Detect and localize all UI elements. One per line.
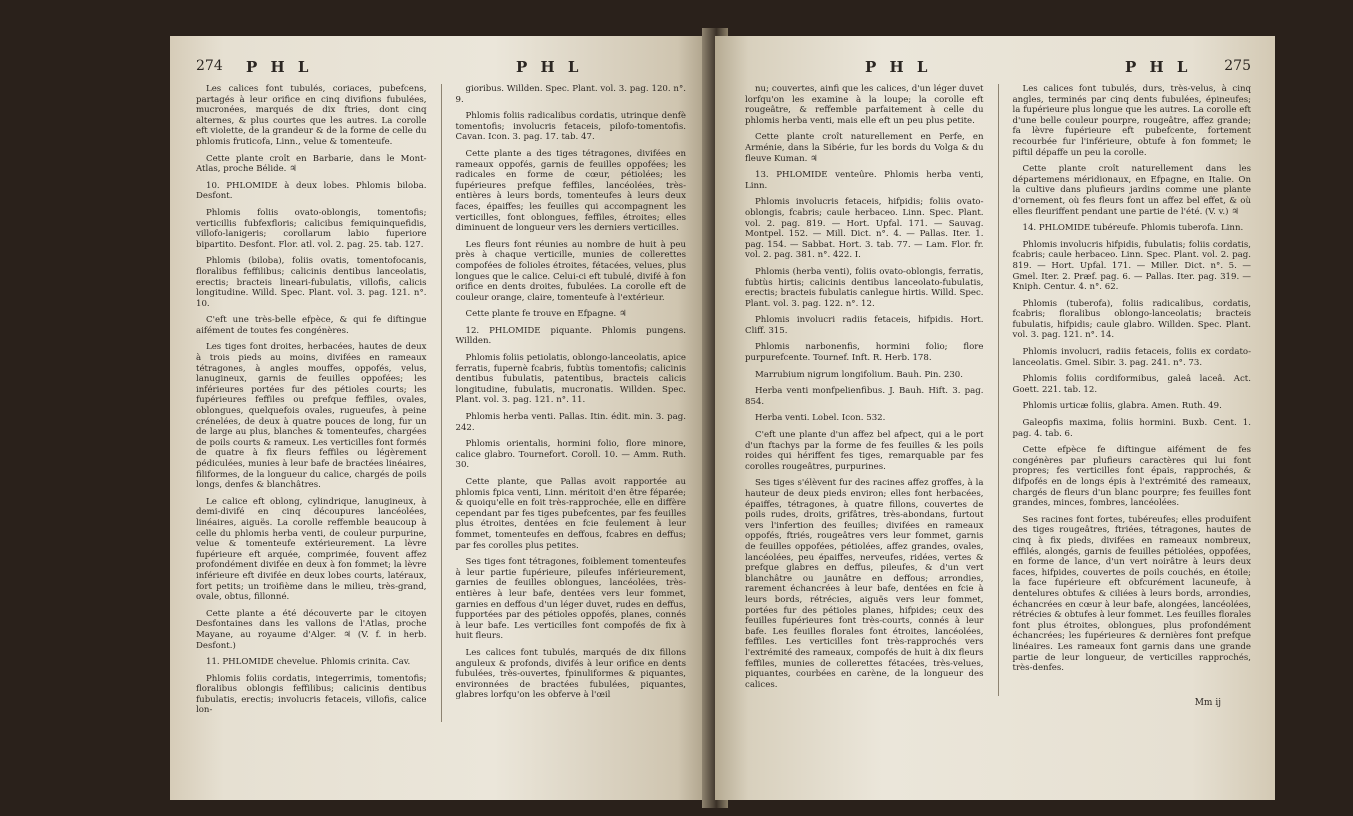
paragraph: Phlomis foliis radicalibus cordatis, utrinque denfè tomentofis; involucris fetaceis, pilofo-tomentofis. Cavan. Icon. 3. pag. 17. tab. 47. — [455, 111, 686, 143]
right-page-header — [745, 58, 1251, 84]
running-head-left-1: P H L — [246, 58, 313, 76]
paragraph: Ses racines font fortes, tubéreufes; elles produifent des tiges rougeâtres, ftriées, tétragones, hautes de cinq à fix pieds, divifées en rameaux nombreux, effilés, alongés, garnis de feuilles pétiolées, oppofées, en forme de lance, d'un vert noirâtre à leurs deux faces, hifpides, couvertes de poils couchés, en étoile; la face fupérieure eft obfcurément lacuneufe, à dentelures obtufes & ciliées à leurs bords, arrondies, échancrées en cœur à leur bafe, alongées, lancéolées, rétrécies & obtufes à leur fommet. Les feuilles florales font plus étroites, oblongues, plus profondément échancrées; les fupérieures & dernières font prefque linéaires. Les rameaux font garnis dans une grande partie de leur longueur, de verticilles rapprochés, très-denfes. — [1012, 514, 1251, 674]
paragraph: Herba venti. Lobel. Icon. 532. — [755, 413, 886, 424]
right-page-columns — [745, 84, 1251, 696]
paragraph: Les calices font tubulés, marqués de dix fillons anguleux & profonds, divifés à leur orifice en dents fubulées, très-ouvertes, fpinuliformes & piquantes, environnées de bractées fubulées, piquantes, glabres lorfqu'on les obferve à l'œil — [455, 647, 686, 701]
page-number-left: 274 — [196, 58, 223, 74]
left-page — [170, 36, 710, 800]
paragraph: C'eft une très-belle efpèce, & qui fe diftingue aifément de toutes fes congénères. — [196, 315, 427, 336]
paragraph: Phlomis (tuberofa), foliis radicalibus, cordatis, fcabris; floralibus oblongo-lanceolatis; bracteis fubulatis, hifpidis; caule glabro. Willden. Spec. Plant. vol. 3. pag. 121. n°. 14. — [1012, 298, 1251, 341]
paragraph: nu; couvertes, ainfi que les calices, d'un léger duvet lorfqu'on les examine à la loupe; la corolle eft rougeâtre, & reffemble parfaitement à celle du phlomis herba venti, mais elle eft un peu plus petite. — [745, 84, 984, 126]
paragraph: Ses tiges s'élèvent fur des racines affez groffes, à la hauteur de deux pieds environ; elles font herbacées, épaiffes, tétragones, à quatre fillons, couvertes de poils rudes, droits, grifâtres, très-abondans, furtout vers l'infertion des feuilles; divifées en rameaux oppofés, ftriés, rougeâtres vers leur fommet, garnis de feuilles oppofées, pétiolées, affez grandes, ovales, lancéolées, peu épaiffes, nerveufes, ridées, vertes & prefque glabres en deffus, pileufes, & d'un vert blanchâtre ou jaunâtre en deffous; arrondies, rarement échancrées à leur bafe, dentées en fcie à leurs bords, rétrécies, aiguës vers leur fommet, portées fur des pétioles planes, hifpides; ceux des feuilles fupérieures font très-courts, connés à leur bafe. Les feuilles florales font étroites, lancéolées, feffiles. Les verticilles font très-rapprochés vers l'extrémité des rameaux, compofés de huit à dix fleurs feffiles, munies de collerettes fétacées, très-velues, piquantes, courbées en carène, de la longueur des calices. — [745, 478, 984, 690]
paragraph: Phlomis (herba venti), foliis ovato-oblongis, ferratis, fubtùs hirtis; calicinis dentibus lanceolato-fubulatis, erectis; bracteis fubulatis canlegue hirtis. Willd. Spec. Plant. vol. 3. pag. 122. n°. 12. — [745, 266, 984, 309]
right-column-2 — [1013, 84, 1252, 696]
paragraph: gioribus. Willden. Spec. Plant. vol. 3. pag. 120. n°. 9. — [455, 84, 686, 105]
paragraph: Phlomis involucri radiis fetaceis, hifpidis. Hort. Cliff. 315. — [745, 315, 984, 336]
paragraph: Les fleurs font réunies au nombre de huit à peu près à chaque verticille, munies de collerettes compofées de folioles étroites, fétacées, velues, plus longues que le calice. Celui-ci eft tubulé, divifé à fon orifice en dents droites, fubulées. La corolle eft de couleur orange, claire, tomenteufe à l'extérieur. — [455, 239, 686, 303]
paragraph: Les calices font tubulés, durs, très-velus, à cinq angles, terminés par cinq dents fubulées, épineufes; la fupérieure plus longue que les autres. La corolle eft d'une belle couleur pourpre, rougeâtre, affez grande; fa lèvre fupérieure eft pubefcente, fortement recourbée fur l'inférieure, obtufe à fon fommet; le piftil dépaffe un peu la corolle. — [1012, 84, 1251, 158]
page-number-right: 275 — [1224, 58, 1251, 74]
paragraph: Cette plante fe trouve en Efpagne. ♃ — [465, 309, 627, 320]
column-rule — [441, 84, 442, 722]
paragraph: 10. PHLOMIDE à deux lobes. Phlomis biloba. Desfont. — [196, 180, 427, 202]
paragraph: Les tiges font droites, herbacées, hautes de deux à trois pieds au moins, divifées en rameaux tétragones, à angles mouffes, oppofés, velus, lanugineux, garnis de feuilles oppofées; les inférieures portées fur des pétioles courts; les fupérieures feffiles ou prefque feffiles, ovales, oblongues, quelquefois ovales, rugueufes, à peine crénelées, de deux à quatre pouces de long, fur un de large au plus, blanches & tomenteufes, chargées de poils courts & rameux. Les verticilles font formés de quatre à fix fleurs feffiles ou légèrement pédiculées, munies à leur bafe de bractées linéaires, filiformes, de la longueur du calice, chargés de poils longs, denfes & blanchâtres. — [196, 342, 427, 491]
paragraph: 12. PHLOMIDE piquante. Phlomis pungens. Willden. — [455, 325, 686, 347]
paragraph: Phlomis involucris fetaceis, hifpidis; foliis ovato-oblongis, fcabris; caule herbaceo. Linn. Spec. Plant. vol. 2. pag. 819. — Hort. Upfal. 171. — Sauvag. Montpel. 152. — Mill. Dict. n°. 4. — Pallas. Iter. 1. pag. 154. — Sabbat. Hort. 3. tab. 77. — Lam. Flor. fr. vol. 2. pag. 381. n°. 422. I. — [745, 197, 984, 261]
paragraph: Cette plante a été découverte par le citoyen Desfontaines dans les vallons de l'Atlas, proche Mayane, au royaume d'Alger. ♃ (V. f. in herb. Desfont.) — [196, 608, 427, 651]
left-page-columns — [196, 84, 686, 722]
paragraph: Les calices font tubulés, coriaces, pubefcens, partagés à leur orifice en cinq divifions fubulées, mucronées, marqués de dix ftries, dont cinq alternes, & plus courtes que les autres. La corolle eft violette, de la grandeur & de la forme de celle du phlomis fruticofa, Linn., velue & tomenteufe. — [196, 84, 427, 147]
column-rule — [998, 84, 999, 696]
paragraph: Phlomis foliis ovato-oblongis, tomentofis; verticillis fubfexfloris; calicibus femiquinquefidis, villofo-lanigeris; corollarum labio fuperiore bipartito. Desfont. Flor. atl. vol. 2. pag. 25. tab. 127. — [196, 207, 427, 250]
left-page-header — [196, 58, 686, 84]
paragraph: Herba venti monfpelienfibus. J. Bauh. Hift. 3. pag. 854. — [745, 386, 984, 407]
page-signature: Mm ij — [1194, 698, 1221, 709]
running-head-right-1: P H L — [865, 58, 932, 76]
paragraph: Phlomis involucri, radiis fetaceis, foliis ex cordato-lanceolatis. Gmel. Sibir. 3. pag. 241. n°. 73. — [1012, 347, 1251, 368]
paragraph: 13. PHLOMIDE venteûre. Phlomis herba venti, Linn. — [745, 170, 984, 191]
paragraph: Cette plante a des tiges tétragones, divifées en rameaux oppofés, garnis de feuilles oppofées; les radicales en forme de cœur, pétiolées; les fupérieures prefque feffiles, lancéolées, très-entières à leurs bords, tomenteufes à leurs deux faces, épaiffes; les feuilles qui accompagnent les verticilles, font oblongues, feffiles, étroites; elles diminuent de longueur vers les derniers verticilles. — [455, 148, 686, 234]
paragraph: Phlomis foliis cordatis, integerrimis, tomentofis; floralibus oblongis feffilibus; calicinis dentibus fubulatis, erectis; involucris fetaceis, villofis, calice lon- — [196, 673, 427, 716]
left-column-1 — [196, 84, 427, 722]
paragraph: Phlomis foliis petiolatis, oblongo-lanceolatis, apice ferratis, fupernè fcabris, fubtùs tomentofis; calicinis dentibus fubulatis, patentibus, bracteis calicis longitudine, fubulatis, mucronatis. Willden. Spec. Plant. vol. 3. pag. 121. n°. 11. — [455, 353, 686, 406]
paragraph: Phlomis foliis cordiformibus, galeâ laceâ. Act. Goett. 221. tab. 12. — [1012, 374, 1251, 395]
running-head-right-2: P H L — [1125, 58, 1192, 76]
paragraph: Cette plante, que Pallas avoit rapportée au phlomis fpica venti, Linn. méritoit d'en être féparée; & quoiqu'elle en foit très-rapprochée, elle en diffère cependant par fes tiges pubefcentes, par fes feuilles plus étroites, dentées en fcie feulement à leur fommet, tomenteufes en deffous, fcabres en deffus; par fes corolles plus petites. — [455, 477, 686, 551]
paragraph: 14. PHLOMIDE tubéreufe. Phlomis tuberofa. Linn. — [1022, 223, 1244, 234]
paragraph: Phlomis (biloba), foliis ovatis, tomentofocanis, floralibus feffilibus; calicinis dentibus lanceolatis, erectis; bracteis lineari-fubulatis, villofis, calicis longitudine. Willd. Spec. Plant. vol. 3. pag. 121. n°. 10. — [196, 256, 427, 309]
paragraph: 11. PHLOMIDE chevelue. Phlomis crinita. Cav. — [206, 657, 411, 668]
paragraph: Phlomis urticæ foliis, glabra. Amen. Ruth. 49. — [1022, 401, 1222, 412]
paragraph: Galeopfis maxima, foliis hormini. Buxb. Cent. 1. pag. 4. tab. 6. — [1012, 418, 1251, 439]
paragraph: Ses tiges font tétragones, foiblement tomenteufes à leur partie fupérieure, pileufes inférieurement, garnies de feuilles oblongues, lancéolées, très-entières à leur bafe, dentées vers leur fommet, garnies en deffous d'un léger duvet, rudes en deffus, fupportées par des pétioles oppofés, planes, connés à leur bafe. Les verticilles font compofés de fix à huit fleurs. — [455, 557, 686, 642]
paragraph: C'eft une plante d'un affez bel afpect, qui a le port d'un ftachys par la forme de fes feuilles & les poils roides qui hériffent fes tiges, remarquable par fes corolles rougeâtres, purpurines. — [745, 430, 984, 472]
paragraph: Cette plante croît en Barbarie, dans le Mont-Atlas, proche Bélide. ♃ — [196, 153, 427, 175]
paragraph: Phlomis involucris hifpidis, fubulatis; foliis cordatis, fcabris; caule herbaceo. Linn. Spec. Plant. vol. 2. pag. 819. — Hort. Upfal. 171. — Miller. Dict. n°. 5. — Gmel. Iter. 2. Præf. pag. 6. — Pallas. Iter. pag. 319. — Kniph. Centur. 4. n°. 62. — [1012, 239, 1251, 293]
running-head-left-2: P H L — [516, 58, 583, 76]
left-column-2 — [456, 84, 687, 722]
paragraph: Cette plante croît naturellement dans les départemens méridionaux, en Efpagne, en Italie. On la cultive dans plufieurs jardins comme une plante d'ornement, où fes fleurs font un affez bel effet, & où elles fleuriffent pendant une partie de l'été. (V. v.) ♃ — [1012, 164, 1251, 217]
open-book — [130, 28, 1310, 808]
paragraph: Le calice eft oblong, cylindrique, lanugineux, à demi-divifé en cinq découpures lancéolées, linéaires, aiguës. La corolle reffemble beaucoup à celle du phlomis herba venti, de couleur purpurine, velue & tomenteufe extérieurement. La lèvre fupérieure eft arquée, comprimée, fouvent affez profondément divifée en deux à fon fommet; la lèvre inférieure eft divifée en deux lobes courts, latéraux, fort petits; un troifième dans le milieu, très-grand, ovale, obtus, fillonné. — [196, 496, 427, 603]
paragraph: Cette plante croît naturellement en Perfe, en Arménie, dans la Sibérie, fur les bords du Volga & du fleuve Kuman. ♃ — [745, 132, 984, 164]
paragraph: Phlomis orientalis, hormini folio, flore minore, calice glabro. Tournefort. Coroll. 10. — Amm. Ruth. 30. — [455, 439, 686, 471]
paragraph: Cette efpèce fe diftingue aifément de fes congénères par plufieurs caractères qui lui font propres; fes verticilles font épais, rapprochés, & difpofés en de longs épis à l'extrémité des rameaux, chargés de fleurs d'un blanc pourpre; fes feuilles font grandes, minces, fombres, lancéolées. — [1012, 445, 1251, 509]
right-column-1 — [745, 84, 984, 696]
right-page — [715, 36, 1275, 800]
paragraph: Marrubium nigrum longifolium. Bauh. Pin. 230. — [755, 369, 963, 380]
paragraph: Phlomis herba venti. Pallas. Itin. édit. min. 3. pag. 242. — [455, 412, 686, 433]
paragraph: Phlomis narbonenfis, hormini folio; flore purpurefcente. Tournef. Inft. R. Herb. 178. — [745, 342, 984, 364]
